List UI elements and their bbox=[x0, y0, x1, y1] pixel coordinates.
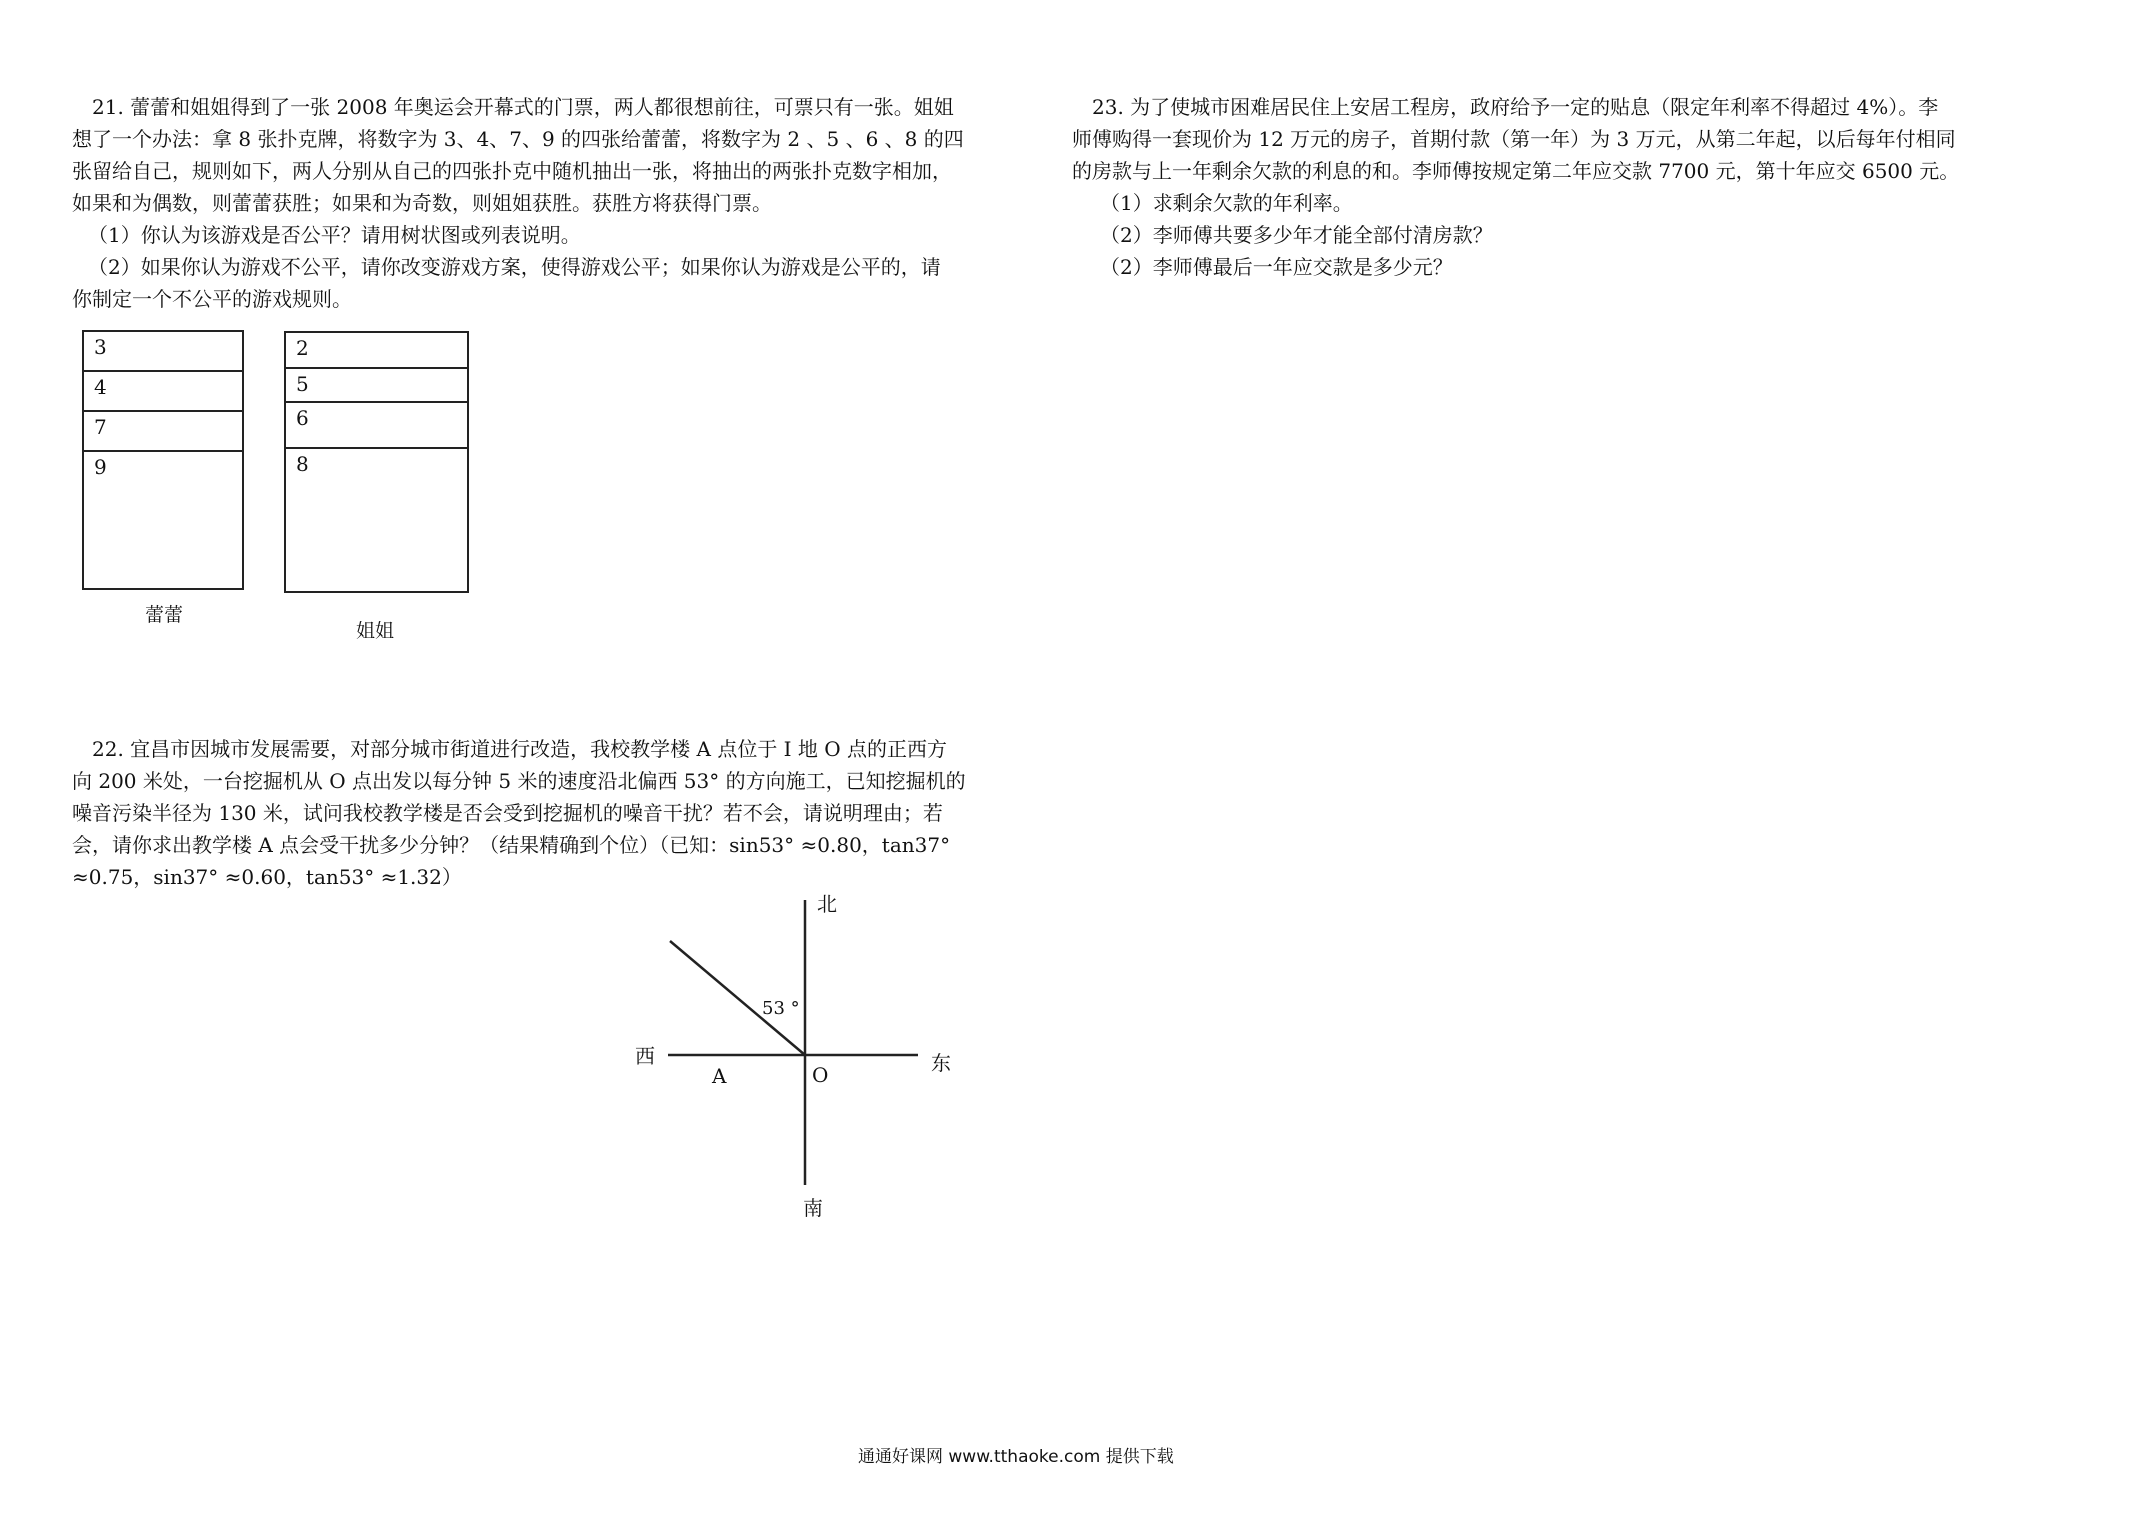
q23-part-2: （2）李师傅共要多少年才能全部付清房款？ bbox=[1100, 223, 1493, 247]
north-label: 北 bbox=[817, 892, 837, 916]
jie-card-table bbox=[284, 331, 469, 593]
lei-card-table bbox=[82, 330, 244, 590]
jie-card: 2 bbox=[286, 333, 467, 369]
west-label: 西 bbox=[635, 1044, 655, 1068]
q22-line-4: 会，请你求出教学楼 A 点会受干扰多少分钟？（结果精确到个位）（已知：sin53° ≈0.80，tan37° bbox=[72, 833, 951, 857]
q21-line-4: 如果和为偶数，则蕾蕾获胜；如果和为奇数，则姐姐获胜。获胜方将获得门票。 bbox=[72, 191, 772, 215]
jie-card: 5 bbox=[286, 369, 467, 403]
jie-caption: 姐姐 bbox=[356, 620, 395, 642]
page-footer: 通通好课网 www.tthaoke.com 提供下载 bbox=[858, 1447, 1174, 1467]
q23-part-1: （1）求剩余欠款的年利率。 bbox=[1100, 191, 1353, 215]
point-o-label: O bbox=[812, 1063, 829, 1087]
lei-card: 9 bbox=[94, 455, 107, 479]
q21-line-1: 21. 蕾蕾和姐姐得到了一张 2008 年奥运会开幕式的门票，两人都很想前往，可票只有一张。姐姐 bbox=[92, 95, 954, 119]
lei-card: 7 bbox=[84, 412, 242, 452]
lei-caption: 蕾蕾 bbox=[145, 604, 184, 626]
q23-line-2: 师傅购得一套现价为 12 万元的房子，首期付款（第一年）为 3 万元，从第二年起，以后每年付相同 bbox=[1072, 127, 1956, 151]
east-label: 东 bbox=[931, 1051, 951, 1075]
point-a-label: A bbox=[712, 1064, 727, 1088]
q21-line-7: 你制定一个不公平的游戏规则。 bbox=[72, 287, 352, 311]
q22-line-2: 向 200 米处，一台挖掘机从 O 点出发以每分钟 5 米的速度沿北偏西 53° 的方向施工，已知挖掘机的 bbox=[72, 769, 966, 793]
q23-line-1: 23. 为了使城市困难居民住上安居工程房，政府给予一定的贴息（限定年利率不得超过 4%）。李 bbox=[1092, 95, 1939, 119]
angle-label: 53 ° bbox=[762, 998, 800, 1019]
q21-line-3: 张留给自己，规则如下，两人分别从自己的四张扑克中随机抽出一张，将抽出的两张扑克数字相加， bbox=[72, 159, 952, 183]
jie-card: 8 bbox=[296, 452, 309, 476]
q21-part-1: （1）你认为该游戏是否公平？请用树状图或列表说明。 bbox=[88, 223, 581, 247]
south-label: 南 bbox=[803, 1196, 823, 1220]
lei-card: 4 bbox=[84, 372, 242, 412]
compass-diagram bbox=[600, 880, 980, 1240]
q22-line-1: 22. 宜昌市因城市发展需要，对部分城市街道进行改造，我校教学楼 A 点位于 I 地 O 点的正西方 bbox=[92, 737, 948, 761]
q22-line-5: ≈0.75，sin37° ≈0.60，tan53° ≈1.32） bbox=[72, 865, 462, 889]
q21-line-2: 想了一个办法：拿 8 张扑克牌，将数字为 3、4、7、9 的四张给蕾蕾，将数字为 2 、5 、6 、8 的四 bbox=[72, 127, 964, 151]
q23-line-3: 的房款与上一年剩余欠款的利息的和。李师傅按规定第二年应交款 7700 元，第十年应交 6500 元。 bbox=[1072, 159, 1960, 183]
lei-card: 3 bbox=[84, 332, 242, 372]
q23-part-3: （2）李师傅最后一年应交款是多少元？ bbox=[1100, 255, 1453, 279]
q22-line-3: 噪音污染半径为 130 米，试问我校教学楼是否会受到挖掘机的噪音干扰？若不会，请说明理由；若 bbox=[72, 801, 943, 825]
jie-card: 6 bbox=[286, 403, 467, 449]
q21-part-2: （2）如果你认为游戏不公平，请你改变游戏方案，使得游戏公平；如果你认为游戏是公平的，请 bbox=[88, 255, 941, 279]
